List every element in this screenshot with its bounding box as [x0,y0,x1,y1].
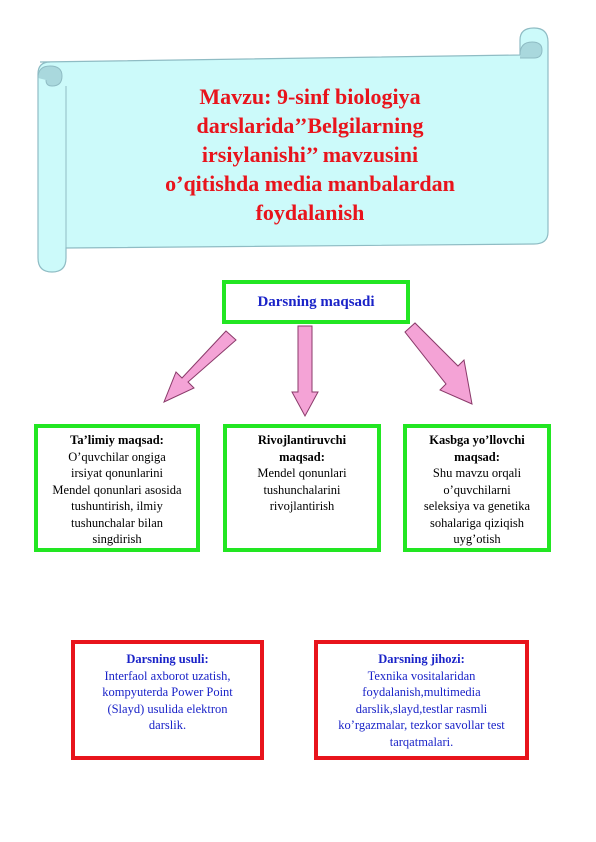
lesson-method-text: Interfaol axborot uzatish, kompyuterda Power Point (Slayd) usulida elektron darslik. [102,668,233,732]
developmental-goal-text: Mendel qonunlari tushunchalarini rivojlantirish [257,466,347,513]
arrow-center [292,326,318,416]
educational-goal-box [34,424,200,552]
lesson-method-box [71,640,264,760]
lesson-equipment-heading: Darsning jihozi: [378,652,465,666]
career-goal-heading: Kasbga yo’llovchi maqsad: [429,433,525,464]
lesson-goal-label: Darsning maqsadi [257,293,375,310]
career-goal-box [403,424,551,552]
arrow-left [164,331,236,402]
arrow-right [405,323,472,404]
educational-goal-heading: Ta’limiy maqsad: [70,433,164,447]
lesson-equipment-text: Texnika vositalaridan foydalanish,multimedia darslik,slayd,testlar rasmli ko’rgazmalar, tezkor savollar test tarqatmalari. [338,668,505,749]
developmental-goal-box [223,424,381,552]
developmental-goal-heading: Rivojlantiruvchi maqsad: [257,433,347,464]
page-title: Mavzu: 9-sinf biologiya darslarida’’Belgilarning irsiylanishi’’ mavzusini o’qitishda media manbalardan foydalanish [165,84,455,225]
career-goal-text: Shu mavzu orqali o’quvchilarni seleksiya va genetika sohalariga qiziqish uyg’otish [423,466,531,546]
lesson-equipment-box [314,640,529,760]
lesson-method-heading: Darsning usuli: [126,652,209,666]
educational-goal-text: O’quvchilar ongiga irsiyat qonunlarini Mendel qonunlari asosida tushuntirish, ilmiy tushunchalar bilan singdirish [52,449,182,546]
